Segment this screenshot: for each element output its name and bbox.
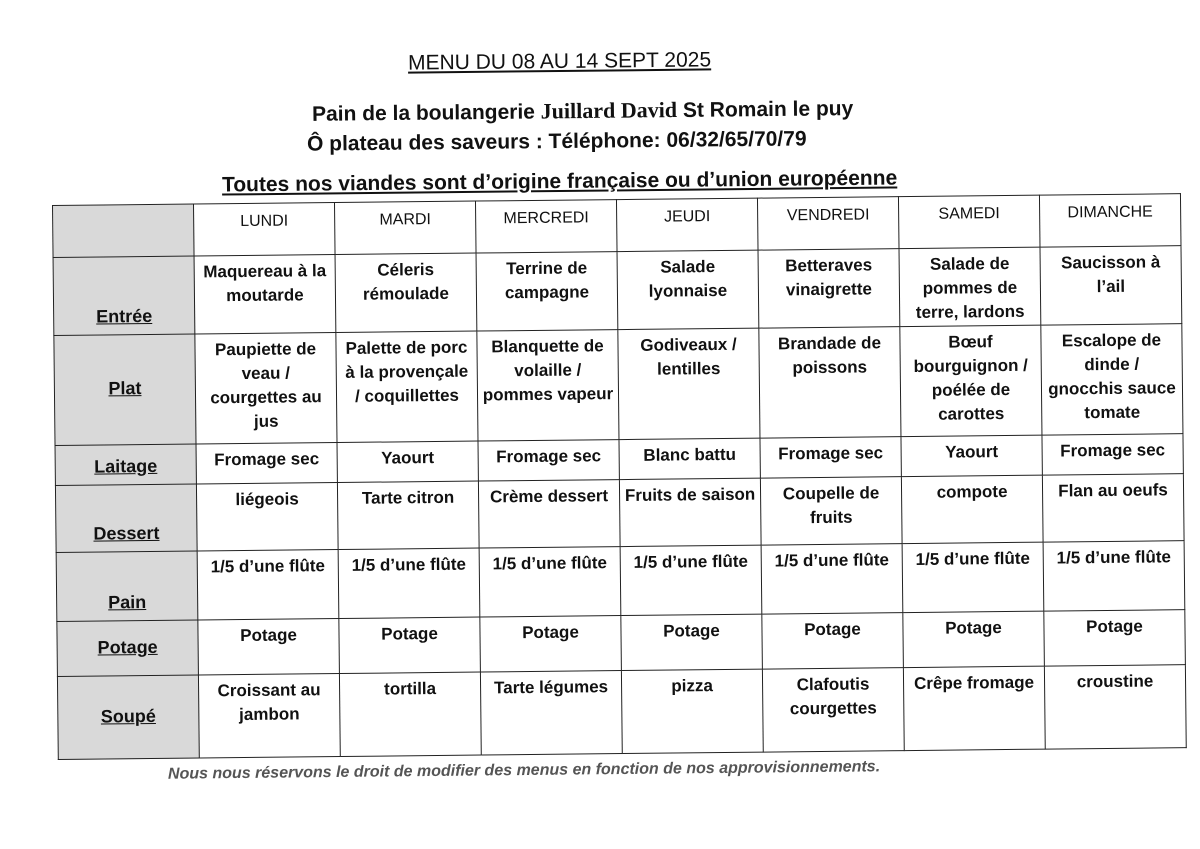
menu-row-entree [53, 246, 1182, 336]
menu-row-soupe [57, 664, 1186, 759]
menu-row-dessert [55, 474, 1184, 553]
row-label: Pain [56, 551, 198, 621]
menu-table [52, 193, 1187, 760]
menu-cell: Saucisson à l’ail [1040, 246, 1182, 326]
menu-cell: compote [901, 475, 1043, 543]
menu-cell: 1/5 d’une flûte [902, 542, 1044, 612]
menu-cell: 1/5 d’une flûte [197, 550, 339, 620]
day-header: MERCREDI [475, 200, 617, 253]
menu-cell: Potage [762, 613, 904, 669]
menu-cell: Godiveaux / lentilles [618, 328, 760, 439]
menu-cell: liégeois [196, 483, 338, 551]
menu-cell: Palette de porc à la provençale / coquillettes [336, 331, 478, 442]
contact-line: Ô plateau des saveurs : Téléphone: 06/32/65/70/79 [306, 127, 807, 156]
menu-cell: Croissant au jambon [198, 673, 340, 758]
day-header: SAMEDI [898, 195, 1040, 248]
menu-cell: Crème dessert [478, 480, 620, 548]
menu-cell: Bœuf bourguignon / poélée de carottes [900, 325, 1042, 436]
menu-cell: Fruits de saison [619, 478, 761, 546]
menu-cell: 1/5 d’une flûte [761, 544, 903, 614]
menu-cell: Potage [621, 614, 763, 670]
menu-cell: Potage [339, 617, 481, 673]
menu-cell: Potage [1044, 610, 1186, 666]
menu-cell: Fromage sec [478, 439, 619, 481]
menu-cell: Flan au oeufs [1042, 474, 1184, 542]
menu-cell: Yaourt [337, 441, 478, 483]
menu-cell: Betteraves vinaigrette [758, 249, 900, 329]
menu-cell: Blanc battu [619, 438, 760, 480]
menu-cell: Salade de pommes de terre, lardons [899, 247, 1041, 327]
menu-cell: Tarte citron [337, 481, 479, 549]
menu-table-wrapper [52, 193, 1186, 760]
menu-cell: 1/5 d’une flûte [620, 545, 762, 615]
day-header: VENDREDI [757, 197, 899, 250]
menu-cell: Fromage sec [196, 442, 337, 484]
menu-cell: Tarte légumes [480, 670, 622, 755]
menu-cell: Brandade de poissons [759, 327, 901, 438]
row-label: Soupé [57, 675, 199, 760]
row-label: Potage [57, 620, 199, 676]
menu-title: MENU DU 08 AU 14 SEPT 2025 [407, 48, 712, 75]
bakery-name: Juillard David [540, 97, 678, 124]
origin-note: Toutes nos viandes sont d’origine française ou d’union européenne [221, 166, 898, 197]
row-label: Dessert [55, 484, 197, 552]
menu-cell: Potage [903, 611, 1045, 667]
menu-cell: Fromage sec [1042, 433, 1183, 475]
menu-cell: Paupiette de veau / courgettes au jus [195, 333, 337, 444]
menu-cell: tortilla [339, 672, 481, 757]
menu-cell: Coupelle de fruits [760, 477, 902, 545]
menu-cell: Blanquette de volaille / pommes vapeur [477, 330, 619, 441]
bakery-line [312, 95, 853, 127]
bakery-place: St Romain le puy [682, 97, 854, 122]
day-header: LUNDI [193, 203, 335, 256]
menu-cell: pizza [621, 669, 763, 754]
menu-cell: Yaourt [901, 435, 1042, 477]
menu-cell: Escalope de dinde / gnocchis sauce tomate [1041, 324, 1183, 435]
menu-cell: Crêpe fromage [903, 666, 1045, 751]
menu-cell: Terrine de campagne [476, 252, 618, 332]
corner-cell [53, 204, 195, 257]
menu-cell: 1/5 d’une flûte [479, 547, 621, 617]
menu-cell: 1/5 d’une flûte [1043, 541, 1185, 611]
day-header: DIMANCHE [1039, 194, 1181, 247]
day-header: JEUDI [616, 198, 758, 251]
menu-cell: Maquereau à la moutarde [194, 255, 336, 335]
menu-cell: Potage [198, 619, 340, 675]
menu-cell: Clafoutis courgettes [762, 667, 904, 752]
menu-cell: Fromage sec [760, 436, 901, 478]
menu-row-pain [56, 541, 1185, 622]
day-header: MARDI [334, 201, 476, 254]
footer-note: Nous nous réservons le droit de modifier des menus en fonction de nos approvisionnements. [167, 758, 881, 783]
menu-row-plat [54, 324, 1183, 445]
row-label: Entrée [53, 256, 195, 336]
menu-cell: 1/5 d’une flûte [338, 548, 480, 618]
row-label: Plat [54, 334, 196, 445]
menu-cell: croustine [1044, 664, 1186, 749]
row-label: Laitage [55, 444, 196, 486]
bakery-prefix: Pain de la boulangerie [311, 100, 536, 126]
menu-cell: Céleris rémoulade [335, 253, 477, 333]
menu-cell: Salade lyonnaise [617, 250, 759, 330]
menu-cell: Potage [480, 616, 622, 672]
